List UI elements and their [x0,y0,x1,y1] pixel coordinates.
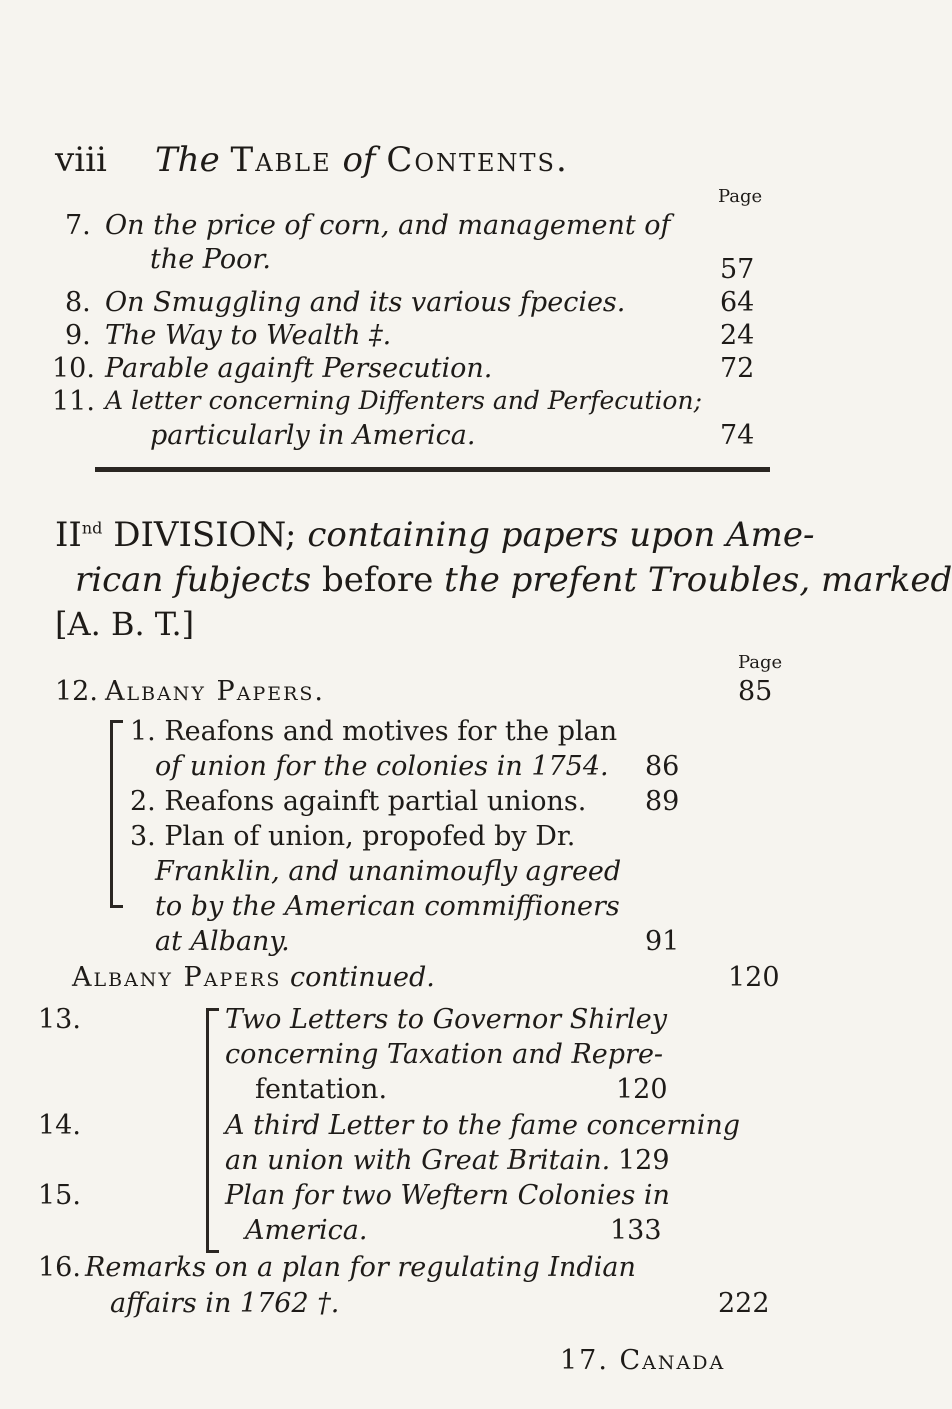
entry-16-text-2: affairs in 1762 †. [110,1288,340,1319]
entry-13-text-2: concerning Taxation and Repre- [225,1039,664,1070]
albany-page: 85 [738,676,773,707]
entry-8-text: On Smuggling and its various fpecies. [105,287,626,318]
albany-bracket-top [110,720,123,723]
division-sup: nd [81,518,103,538]
entry-14-text-2: an union with Great Britain. [225,1145,611,1176]
division-numeral: II [55,515,82,555]
header-contents: Contents. [386,140,569,180]
albany-continued [72,962,435,993]
entry-14-page: 129 [618,1145,670,1176]
albany-item-3: 3. Plan of union, propofed by Dr. [130,821,576,852]
division-line-2c: the prefent Troubles, marked [444,560,952,600]
albany-title: Albany Papers. [105,676,325,707]
letters-bracket-top [206,1008,219,1011]
entry-10-text: Parable againft Persecution. [105,353,493,384]
albany-number: 12. [55,676,98,707]
division-line-2a: rican fubjects [75,560,312,600]
albany-bracket-bottom [110,905,123,908]
entry-7-page: 57 [720,254,755,285]
entry-13-page: 120 [616,1074,668,1105]
page-number: viii [55,140,107,180]
albany-continued-title: Albany Papers [72,962,282,993]
division-line-2 [75,560,952,600]
entry-9-text: The Way to Wealth ‡. [105,320,392,351]
entry-10-page: 72 [720,353,755,384]
entry-8-number: 8. [65,287,91,318]
entry-9-number: 9. [65,320,91,351]
entry-7-text: On the price of corn, and management of [105,210,671,241]
running-header [155,140,569,180]
entry-10-number: 10. [52,353,95,384]
catchword: 17. Canada [560,1345,726,1376]
section-rule [95,467,770,472]
albany-continued-suffix: continued. [290,962,435,993]
entry-16-text: Remarks on a plan for regulating Indian [85,1252,636,1283]
entry-11-page: 74 [720,420,755,451]
entry-15-text-2: America. [245,1215,368,1246]
entry-13-text: Two Letters to Governor Shirley [225,1004,668,1035]
header-of: of [342,140,376,180]
division-line-2b: before [322,560,434,600]
albany-item-3-2: Franklin, and unanimoufly agreed [155,856,622,887]
albany-item-1-page: 86 [645,751,680,782]
albany-item-3-3: to by the American commiffioners [155,891,620,922]
header-the: The [155,140,220,180]
entry-11-text: A letter concerning Diffenters and Perfecution; [105,386,703,415]
entry-13-text-3: fentation. [255,1074,388,1105]
division-description: containing papers upon Ame- [307,515,815,555]
entry-15-text: Plan for two Weftern Colonies in [225,1180,670,1211]
entry-9-page: 24 [720,320,755,351]
entry-13-number: 13. [38,1004,81,1035]
albany-item-1-2: of union for the colonies in 1754. [155,751,609,782]
entry-15-number: 15. [38,1180,81,1211]
entry-16-page: 222 [718,1288,770,1319]
albany-continued-page: 120 [728,962,780,993]
header-table: Table [230,140,332,180]
letters-bracket [206,1008,209,1253]
entry-14-number: 14. [38,1110,81,1141]
division-marker: [A. B. T.] [55,605,195,643]
entry-11-text-2: particularly in America. [150,420,476,451]
albany-item-3-4: at Albany. [155,926,290,957]
albany-item-2: 2. Reafons againft partial unions. [130,786,587,817]
entry-7-number: 7. [65,210,91,241]
entry-15-page: 133 [610,1215,662,1246]
division-heading [55,515,814,555]
page-column-label-2: Page [738,652,783,673]
albany-bracket [110,720,113,908]
entry-11-number: 11. [52,386,95,417]
division-word: DIVISION; [113,515,297,555]
albany-item-1: 1. Reafons and motives for the plan [130,716,618,747]
albany-item-2-page: 89 [645,786,680,817]
entry-16-number: 16. [38,1252,81,1283]
albany-item-3-page: 91 [645,926,680,957]
entry-7-text-2: the Poor. [150,244,271,275]
page-column-label: Page [718,186,763,207]
entry-8-page: 64 [720,287,755,318]
entry-14-text: A third Letter to the fame concerning [225,1110,741,1141]
